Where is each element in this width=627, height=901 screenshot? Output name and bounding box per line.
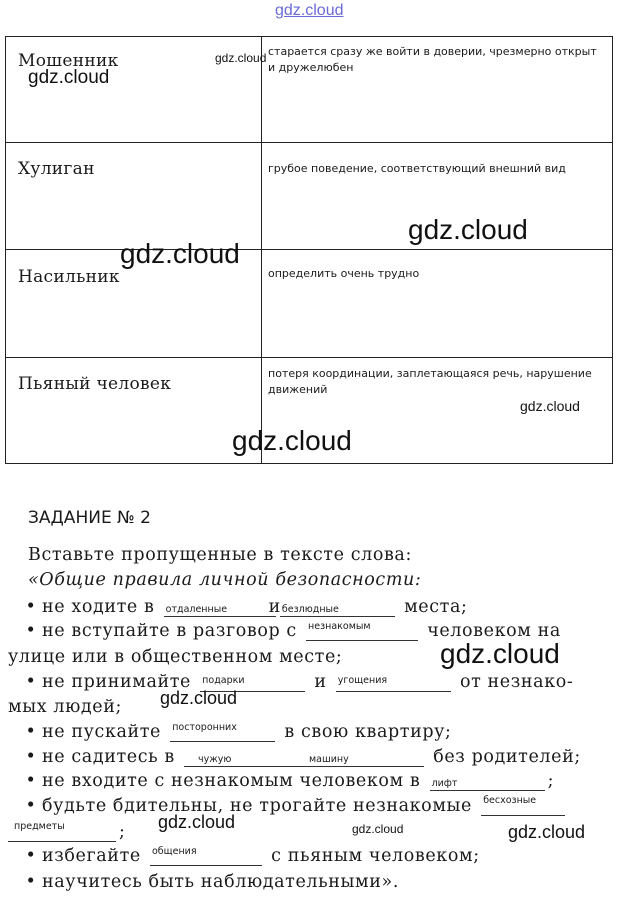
list-item [20,597,467,617]
answer-text: незнакомым [308,621,371,632]
watermark: gdz.cloud [408,214,528,245]
table-column-divider [261,37,262,463]
item-text: не ходите в [42,597,155,617]
bullet-icon: • [25,621,37,641]
answer-text: подарки [202,675,245,686]
watermark: gdz.cloud [160,688,238,708]
list-item [20,846,480,866]
watermark-top: gdz.cloud [275,2,344,19]
watermark: gdz.cloud [440,638,560,669]
bullet-icon: • [25,672,37,692]
answer-blank [306,622,418,641]
item-text: не садитесь в [42,747,175,767]
item-text: не принимайте [42,672,191,692]
answer-blank [8,823,116,842]
item-text: не входите с незнакомым человеком в [42,771,421,791]
item-text: в свою квартиру; [284,722,452,742]
row-label-hooligan: Хулиган [18,159,95,179]
item-text: не пускайте [42,722,162,742]
item-text: и [268,597,281,617]
answer-blank [170,723,275,742]
item-text: не вступайте в разговор с [42,621,297,641]
answer-text: безлюдные [281,604,339,615]
list-item-continuation [8,822,126,842]
bullet-icon: • [25,872,37,892]
answer-text: лифт [431,778,458,789]
answer-blank [481,797,565,816]
watermark: gdz.cloud [120,238,240,269]
bullet-icon: • [25,722,37,742]
watermark: gdz.cloud [520,398,580,414]
bullet-icon: • [25,597,37,617]
answer-text: угощения [337,675,388,686]
row-answer-hooligan: грубое поведение, соответствующий внешний вид [268,162,566,175]
watermark: gdz.cloud [508,822,586,842]
bullet-icon: • [25,771,37,791]
item-text: от незнако- [459,672,574,692]
item-text: человеком на [427,621,561,641]
watermark: gdz.cloud [352,822,404,836]
answer-blank [280,598,395,617]
answer-text: посторонних [172,722,237,733]
answer-text: чужую [198,754,232,765]
item-text: и [314,672,327,692]
list-item [20,771,554,791]
bullet-icon: • [25,747,37,767]
task-instruction: Вставьте пропущенные в тексте слова: [28,545,412,565]
list-item [20,872,399,892]
watermark: gdz.cloud [232,425,352,456]
answer-blank [430,772,545,791]
row-label-drunk-person: Пьяный человек [18,374,172,394]
quote-heading: «Общие правила личной безопасности: [28,570,422,590]
answer-blank [150,847,262,866]
row-answer-fraudster: старается сразу же войти в доверии, чрезмерно открыт и дружелюбен [268,45,597,74]
watermark: gdz.cloud [215,51,267,65]
list-item [20,747,581,767]
table-row-divider [6,142,612,143]
watermark: gdz.cloud [28,67,110,88]
row-answer-assailant: определить очень трудно [268,267,420,280]
item-text: ; [547,771,555,791]
answer-text: бесхозные [483,795,537,806]
item-text: научитесь быть наблюдательными». [42,872,400,892]
watermark: gdz.cloud [158,812,236,832]
item-text: будьте бдительны, не трогайте незнакомые [42,796,473,816]
list-item [20,672,573,692]
bullet-icon: • [25,796,37,816]
item-text: с пьяным человеком; [271,846,480,866]
answer-text: машину [309,754,349,765]
list-item-continuation: мых людей; [8,697,123,717]
row-label-assailant: Насильник [18,267,120,287]
list-item-continuation: улице или в общественном месте; [8,647,343,667]
bullet-icon: • [25,846,37,866]
answer-text: отдаленные [165,604,228,615]
item-text: избегайте [42,846,141,866]
item-text: места; [404,597,468,617]
table-row-divider [6,249,612,250]
item-text: без родителей; [433,747,581,767]
answer-blank [164,598,276,617]
task-title: ЗАДАНИЕ № 2 [28,508,151,528]
list-item [20,796,568,816]
item-text: ; [119,822,126,842]
list-item [20,722,452,742]
table-row-divider [6,357,612,358]
row-answer-drunk-person: потеря координации, заплетающаяся речь, нарушение движений [268,367,592,396]
row-label-fraudster: Мошенник [18,51,119,71]
answer-blank [336,673,451,692]
answer-text: общения [151,846,197,857]
answer-text: предметы [14,821,65,832]
answer-blank [184,748,424,767]
